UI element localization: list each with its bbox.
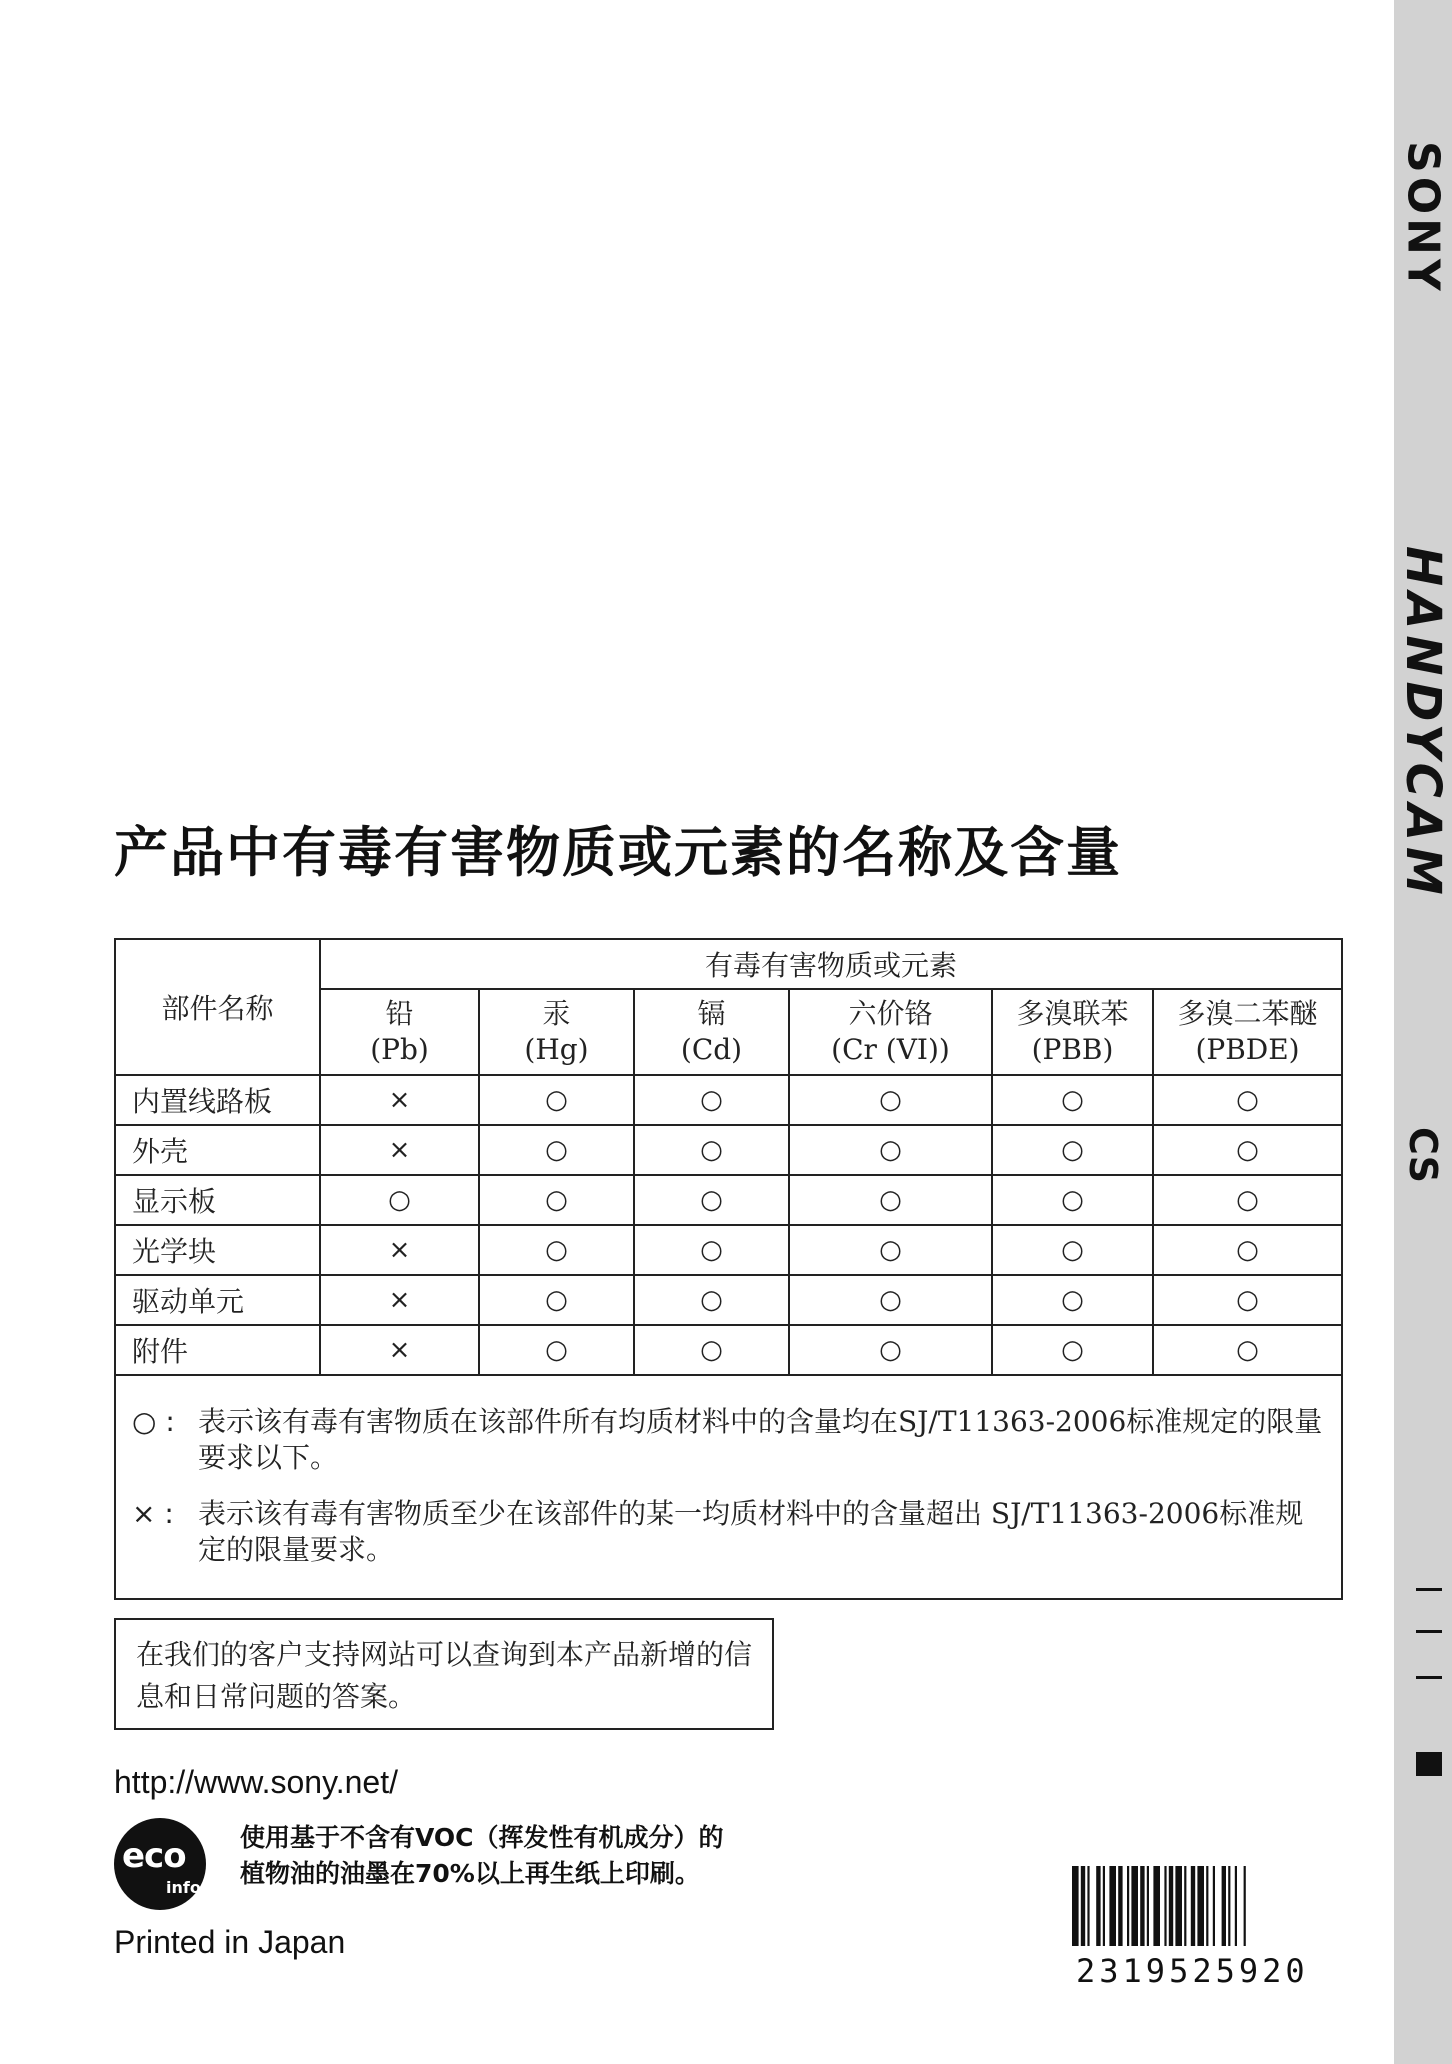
substance-header (634, 989, 789, 1075)
barcode-bar (1127, 1866, 1129, 1946)
substance-header (789, 989, 992, 1075)
table-row (115, 1075, 1342, 1125)
content-mark: × (320, 1325, 479, 1375)
substance-header (1153, 989, 1342, 1075)
part-name-header: 部件名称 (115, 939, 320, 1075)
content-mark: ○ (634, 1075, 789, 1125)
content-mark: ○ (320, 1175, 479, 1225)
barcode-bar (1175, 1866, 1182, 1946)
barcode-bar (1109, 1866, 1116, 1946)
content-mark: ○ (992, 1175, 1153, 1225)
index-tick-1 (1416, 1588, 1442, 1591)
content-mark: × (320, 1275, 479, 1325)
barcode-bar (1169, 1866, 1173, 1946)
part-name: 附件 (115, 1325, 320, 1375)
content-mark: ○ (1153, 1275, 1342, 1325)
content-mark: ○ (634, 1275, 789, 1325)
substance-symbol: (PBB) (1031, 1033, 1114, 1066)
index-tick-2 (1416, 1630, 1442, 1633)
index-tick-4 (1416, 1752, 1442, 1776)
eco-logo-main: eco (122, 1836, 186, 1876)
barcode-bar (1213, 1866, 1215, 1946)
printed-in: Printed in Japan (114, 1924, 346, 1960)
barcode-bar (1081, 1866, 1085, 1946)
table-row (115, 1325, 1342, 1375)
content-mark: ○ (1153, 1175, 1342, 1225)
part-name: 内置线路板 (115, 1075, 320, 1125)
content-mark: ○ (789, 1225, 992, 1275)
content-mark: ○ (479, 1325, 634, 1375)
barcode-bar (1118, 1866, 1122, 1946)
content-mark: ○ (789, 1275, 992, 1325)
page-title: 产品中有毒有害物质或元素的名称及含量 (114, 821, 1122, 884)
substance-symbol: (Cd) (680, 1033, 743, 1066)
barcode-bar (1153, 1866, 1160, 1946)
barcode-bar (1222, 1866, 1226, 1946)
content-mark: × (320, 1125, 479, 1175)
barcode-bar (1235, 1866, 1237, 1946)
content-mark: ○ (789, 1075, 992, 1125)
substance-header (992, 989, 1153, 1075)
substance-name: 六价铬 (848, 997, 933, 1030)
content-mark: ○ (992, 1225, 1153, 1275)
content-mark: × (320, 1075, 479, 1125)
barcode-bar (1103, 1866, 1105, 1946)
barcode-bar (1228, 1866, 1230, 1946)
part-name: 光学块 (115, 1225, 320, 1275)
content-mark: ○ (789, 1325, 992, 1375)
barcode-bar (1072, 1866, 1079, 1946)
note-cross-text: 表示该有毒有害物质至少在该部件的某一均质材料中的含量超出 SJ/T11363-2006标准规定的限量要求。 (198, 1497, 1304, 1566)
content-mark: ○ (634, 1225, 789, 1275)
substance-symbol: (Pb) (370, 1033, 429, 1066)
content-mark: ○ (479, 1275, 634, 1325)
substance-name: 镉 (697, 997, 726, 1030)
content-mark: ○ (992, 1275, 1153, 1325)
substance-name: 多溴联苯 (1016, 997, 1129, 1030)
barcode-bar (1164, 1866, 1166, 1946)
language-code: CS (1401, 1127, 1445, 1183)
barcode-bar (1184, 1866, 1186, 1946)
eco-logo-sub: info (166, 1878, 201, 1897)
table-row (115, 1175, 1342, 1225)
content-mark: ○ (479, 1175, 634, 1225)
substance-symbol: (Hg) (524, 1033, 589, 1066)
content-mark: ○ (992, 1075, 1153, 1125)
substance-symbol: (Cr (VI)) (831, 1033, 950, 1066)
note-cross-symbol: × : (132, 1497, 174, 1530)
content-mark: ○ (634, 1175, 789, 1225)
table-row (115, 1225, 1342, 1275)
substance-table (114, 938, 1343, 1600)
substance-group-header: 有毒有害物质或元素 (320, 939, 1342, 989)
content-mark: ○ (634, 1325, 789, 1375)
barcode-bar (1197, 1866, 1204, 1946)
barcode-bar (1206, 1866, 1208, 1946)
note-cross (132, 1496, 1325, 1568)
content-mark: ○ (1153, 1325, 1342, 1375)
sidebar-strip (1394, 0, 1452, 2064)
content-mark: × (320, 1225, 479, 1275)
content-mark: ○ (992, 1325, 1153, 1375)
substance-header (320, 989, 479, 1075)
content-mark: ○ (1153, 1075, 1342, 1125)
index-tick-3 (1416, 1676, 1442, 1679)
barcode-bar (1244, 1866, 1246, 1946)
content-mark: ○ (789, 1125, 992, 1175)
content-mark: ○ (1153, 1225, 1342, 1275)
part-name: 显示板 (115, 1175, 320, 1225)
eco-line-2: 植物油的油墨在70%以上再生纸上印刷。 (240, 1859, 700, 1888)
substance-symbol: (PBDE) (1195, 1033, 1300, 1066)
part-name: 外壳 (115, 1125, 320, 1175)
content-mark: ○ (479, 1125, 634, 1175)
substance-header (479, 989, 634, 1075)
barcode-bar (1191, 1866, 1195, 1946)
note-circle-text: 表示该有毒有害物质在该部件所有均质材料中的含量均在SJ/T11363-2006标准规定的限量要求以下。 (198, 1405, 1323, 1474)
website-url: http://www.sony.net/ (114, 1764, 398, 1800)
content-mark: ○ (634, 1125, 789, 1175)
eco-statement (240, 1820, 800, 1892)
content-mark: ○ (992, 1125, 1153, 1175)
eco-line-1: 使用基于不含有VOC（挥发性有机成分）的 (240, 1823, 724, 1852)
barcode-bar (1147, 1866, 1149, 1946)
content-mark: ○ (789, 1175, 992, 1225)
content-mark: ○ (1153, 1125, 1342, 1175)
barcode-bar (1087, 1866, 1089, 1946)
note-circle (132, 1404, 1325, 1476)
table-body (115, 1075, 1342, 1375)
barcode-number: 2319525920 (1076, 1952, 1309, 1990)
table-row (115, 1275, 1342, 1325)
substance-name: 汞 (542, 997, 571, 1030)
substance-name: 铅 (385, 997, 414, 1030)
eco-info-icon (114, 1818, 206, 1910)
barcode-icon (1070, 1866, 1340, 1946)
legend-notes (115, 1375, 1342, 1599)
content-mark: ○ (479, 1075, 634, 1125)
content-mark: ○ (479, 1225, 634, 1275)
substance-name: 多溴二苯醚 (1177, 997, 1318, 1030)
barcode-bar (1096, 1866, 1100, 1946)
part-name: 驱动单元 (115, 1275, 320, 1325)
handycam-logo: HANDYCAM (1395, 545, 1451, 901)
barcode-bar (1140, 1866, 1144, 1946)
note-circle-symbol: ○ : (132, 1405, 175, 1438)
table-row (115, 1125, 1342, 1175)
support-notice: 在我们的客户支持网站可以查询到本产品新增的信息和日常问题的答案。 (114, 1618, 774, 1730)
barcode-bar (1131, 1866, 1138, 1946)
sony-logo: SONY (1397, 141, 1449, 295)
